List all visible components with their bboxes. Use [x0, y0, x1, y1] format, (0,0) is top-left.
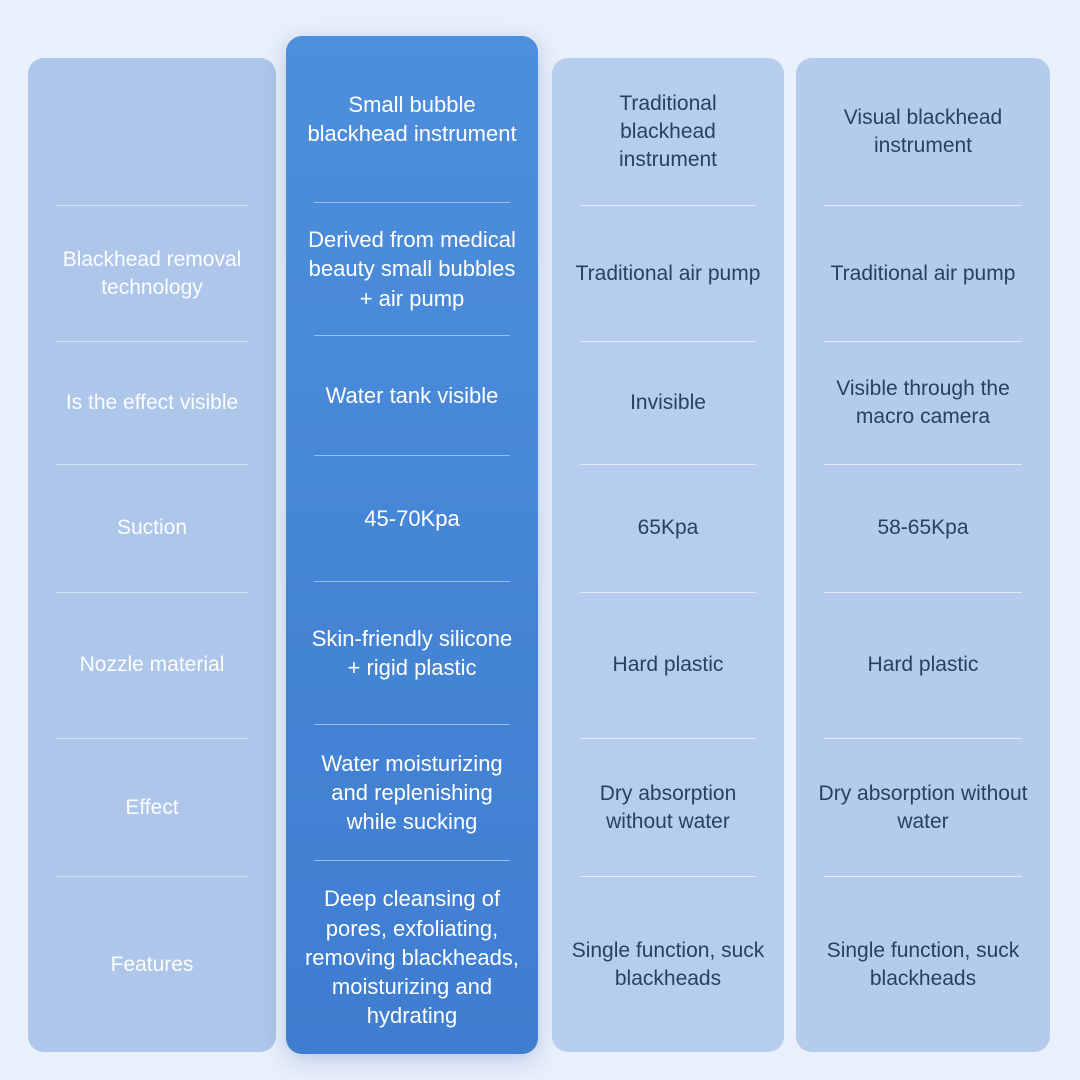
- row-label-header: [28, 58, 276, 205]
- cell-effect: Dry absorption without water: [818, 781, 1028, 833]
- row-label-effect: Effect: [125, 795, 179, 819]
- cell-suction: 58-65Kpa: [877, 516, 969, 540]
- column-header: Small bubble blackhead instrument: [307, 91, 517, 146]
- cell-nozzle-material: Skin-friendly silicone + rigid plastic: [311, 626, 513, 681]
- column-header: Traditional blackhead instrument: [618, 91, 718, 171]
- cell-technology: Traditional air pump: [830, 261, 1016, 285]
- row-label-features: Features: [110, 952, 194, 976]
- cell-features: Single function, suck blackheads: [826, 938, 1020, 990]
- row-label-visibility: Is the effect visible: [65, 390, 239, 414]
- column-visual-blackhead-instrument[interactable]: [796, 58, 1050, 1052]
- column-header: Visual blackhead instrument: [843, 105, 1003, 157]
- cell-technology: Traditional air pump: [575, 261, 761, 285]
- row-label-nozzle-material: Nozzle material: [79, 653, 225, 677]
- cell-suction: 65Kpa: [637, 516, 699, 540]
- cell-effect: Dry absorption without water: [599, 781, 737, 833]
- cell-visibility: Water tank visible: [325, 383, 499, 409]
- cell-features: Single function, suck blackheads: [571, 938, 765, 990]
- cell-effect: Water moisturizing and replenishing while sucking: [321, 750, 503, 835]
- comparison-table: [28, 58, 1052, 1052]
- row-label-column: [28, 58, 276, 1052]
- cell-features: Deep cleansing of pores, exfoliating, removing blackheads, moisturizing and hydrating: [304, 886, 519, 1029]
- row-label-suction: Suction: [116, 516, 188, 540]
- column-traditional-blackhead-instrument[interactable]: [552, 58, 784, 1052]
- cell-suction: 45-70Kpa: [364, 506, 460, 532]
- cell-nozzle-material: Hard plastic: [612, 653, 724, 677]
- column-small-bubble-blackhead-instrument[interactable]: [286, 36, 538, 1054]
- cell-technology: Derived from medical beauty small bubbles + air pump: [308, 227, 516, 311]
- cell-visibility: Invisible: [630, 390, 706, 414]
- cell-nozzle-material: Hard plastic: [867, 653, 979, 677]
- row-label-technology: Blackhead removal technology: [62, 247, 242, 299]
- cell-visibility: Visible through the macro camera: [836, 377, 1010, 428]
